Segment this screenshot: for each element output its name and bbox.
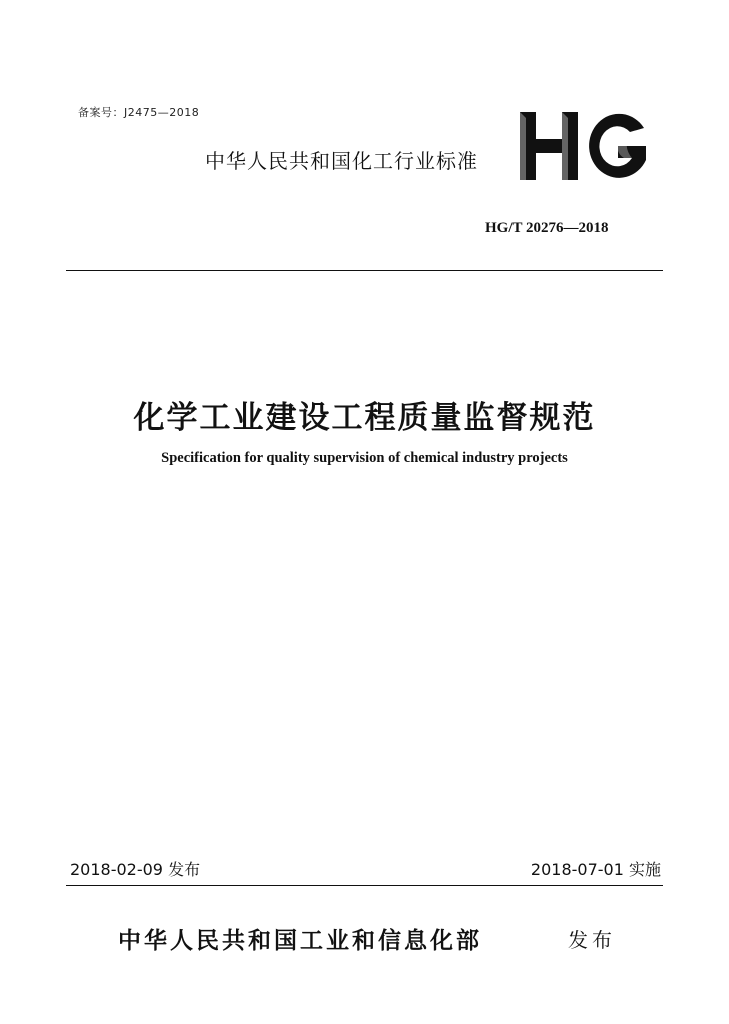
document-title-english: Specification for quality supervision of chemical industry projects bbox=[161, 450, 568, 466]
document-title-chinese: 化学工业建设工程质量监督规范 bbox=[133, 400, 596, 436]
hg-logo bbox=[518, 110, 650, 182]
publish-label: 发布 bbox=[568, 928, 616, 952]
hg-logo-letter-g bbox=[589, 114, 646, 178]
top-divider bbox=[66, 270, 663, 271]
issue-date: 2018-02-09 发布 bbox=[70, 860, 201, 879]
record-number: 备案号：J2475—2018 bbox=[78, 106, 200, 119]
hg-logo-letter-h bbox=[520, 112, 578, 180]
hg-logo-text: HG bbox=[518, 110, 520, 111]
standard-category: 中华人民共和国化工行业标准 bbox=[205, 149, 478, 173]
implementation-date: 2018-07-01 实施 bbox=[530, 860, 661, 879]
publisher-name: 中华人民共和国工业和信息化部 bbox=[118, 928, 482, 954]
standard-code: HG/T 20276—2018 bbox=[485, 220, 609, 236]
bottom-divider bbox=[66, 885, 663, 886]
